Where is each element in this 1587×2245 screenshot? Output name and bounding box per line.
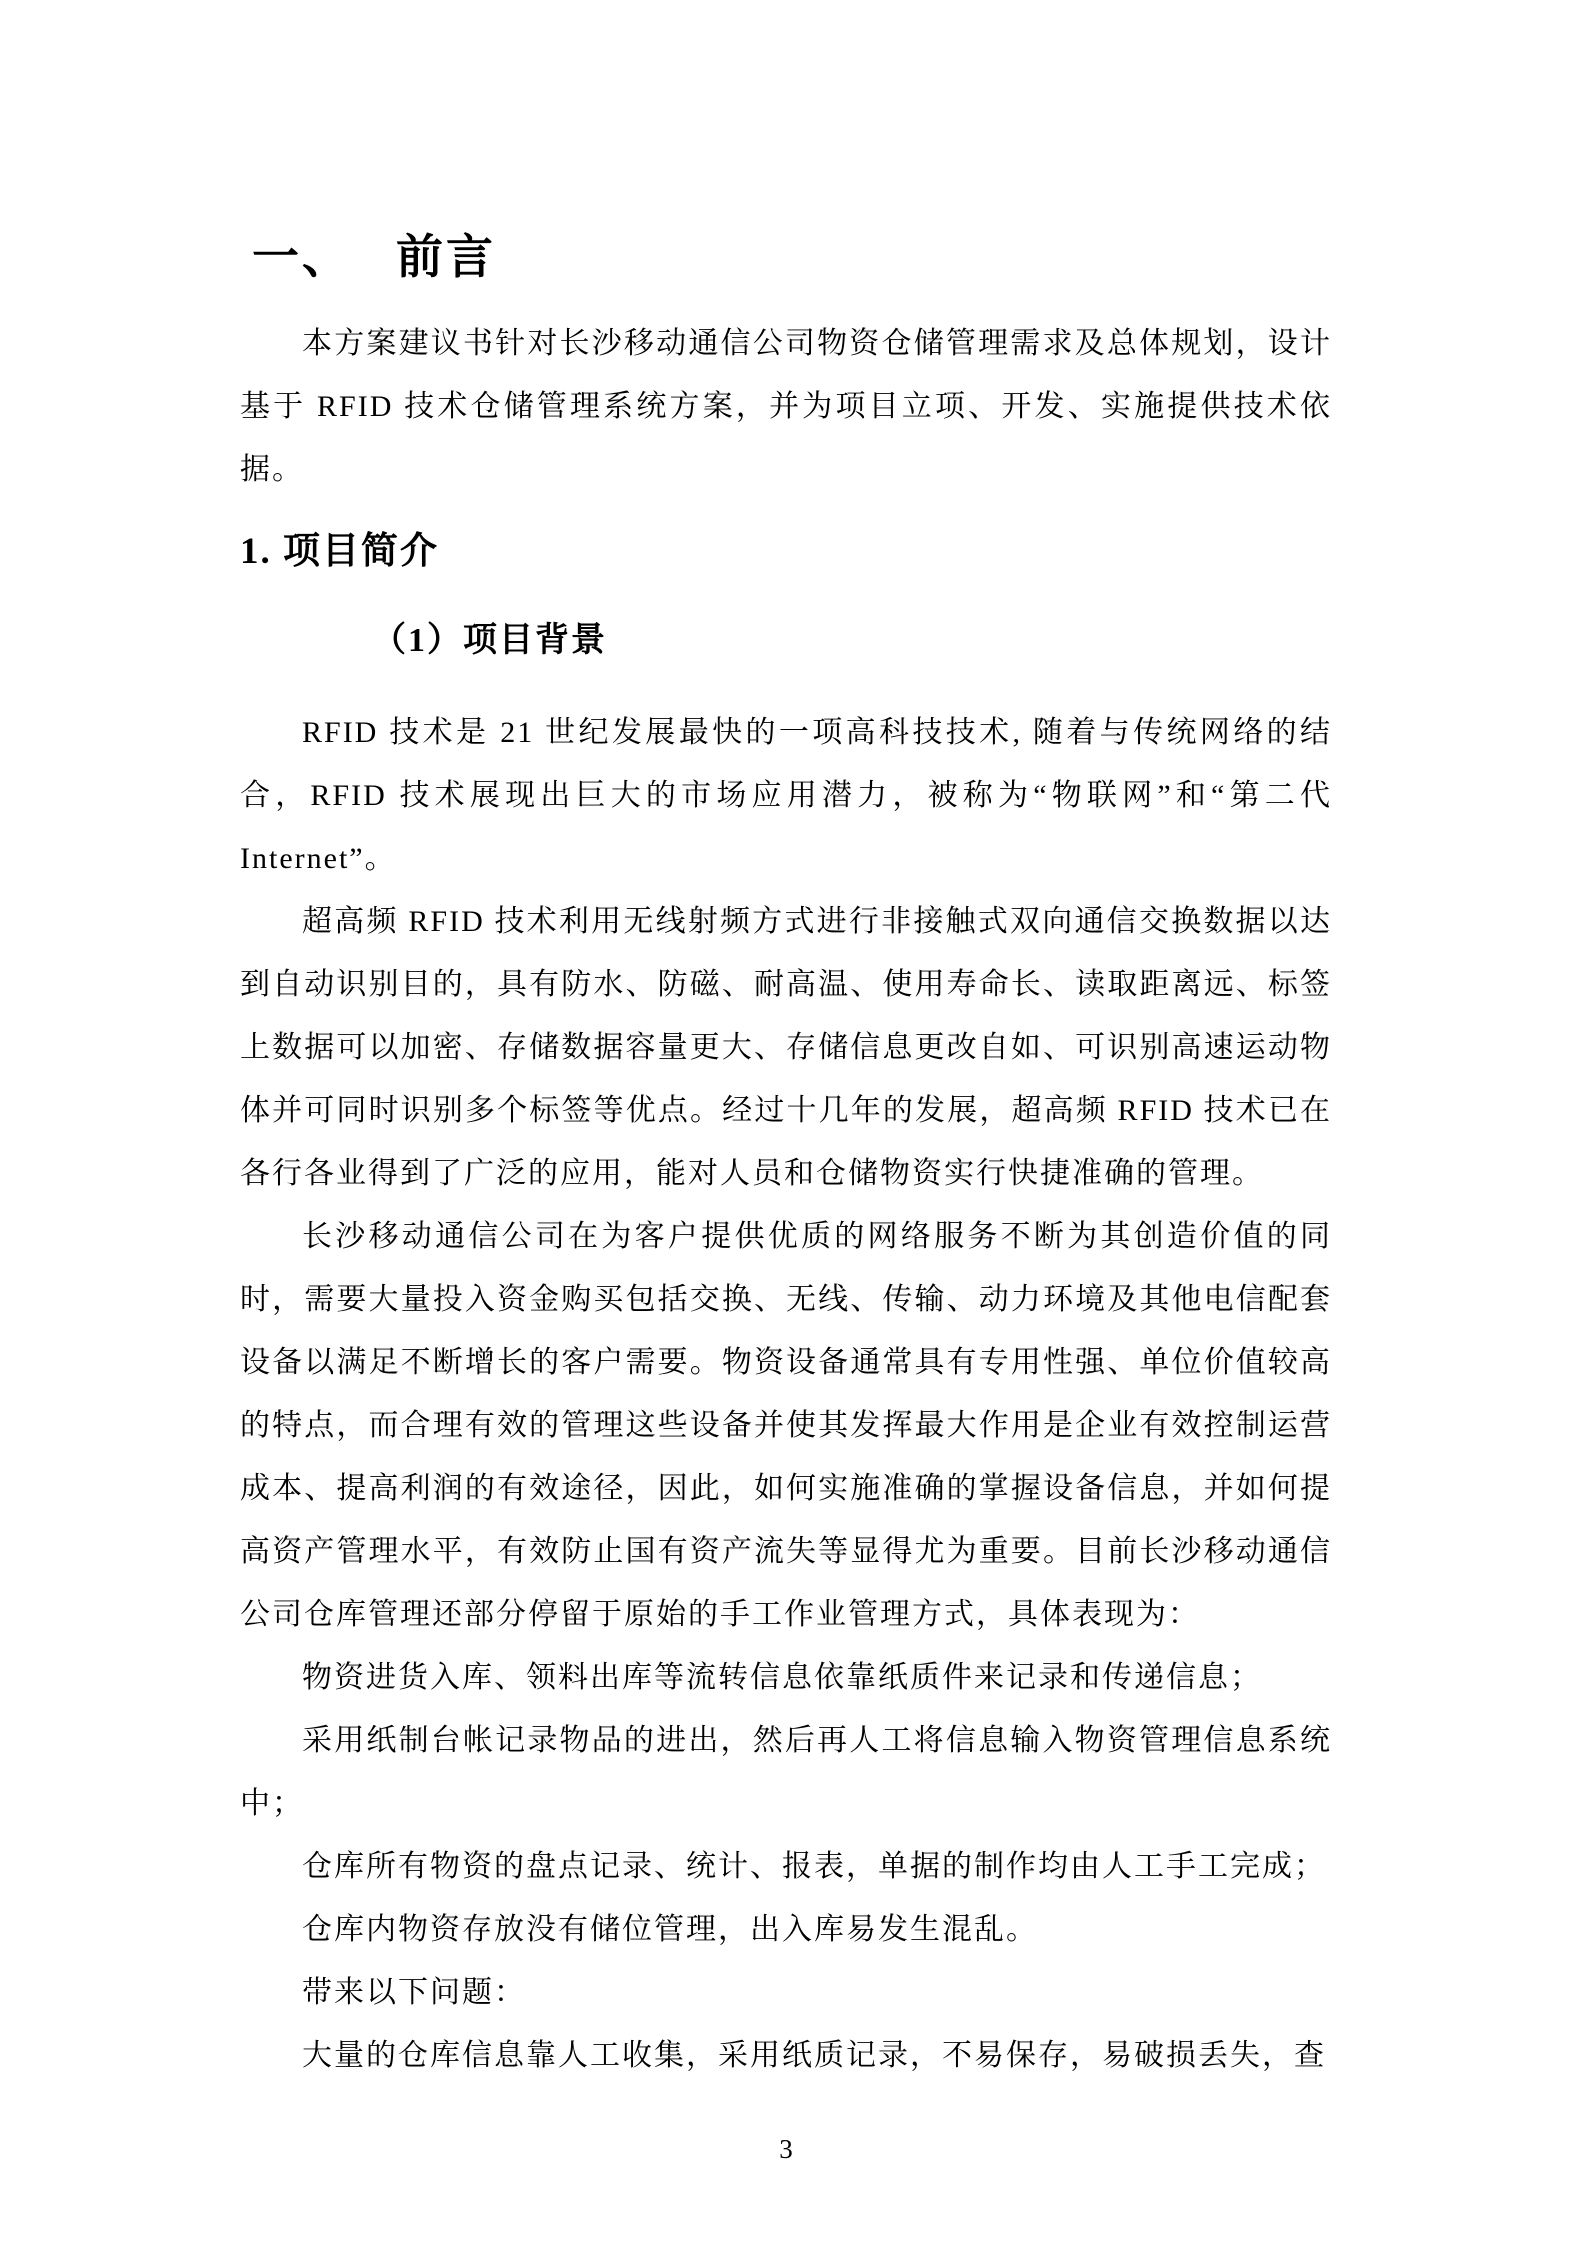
paragraph-changsha-mobile: 长沙移动通信公司在为客户提供优质的网络服务不断为其创造价值的同时，需要大量投入资金购买包括交换、无线、传输、动力环境及其他电信配套设备以满足不断增长的客户需要。物资设备通常具有专用性强、单位价值较高的特点，而合理有效的管理这些设备并使其发挥最大作用是企业有效控制运营成本、提高利润的有效途径，因此，如何实施准确的掌握设备信息，并如何提高资产管理水平，有效防止国有资产流失等显得尤为重要。目前长沙移动通信公司仓库管理还部分停留于原始的手工作业管理方式，具体表现为： [240, 1220, 1332, 1631]
heading-preface-title: 前言 [396, 232, 496, 284]
page-number: 3 [779, 2134, 793, 2164]
paragraph-rfid-trend: RFID 技术是 21 世纪发展最快的一项高科技技术, 随着与传统网络的结合，RFID 技术展现出巨大的市场应用潜力，被称为“物联网”和“第二代 Internet”。 [240, 716, 1332, 875]
paragraph-paper-records-issue: 大量的仓库信息靠人工收集，采用纸质记录，不易保存，易破损丢失，查 [302, 2039, 1326, 2072]
heading-preface [252, 228, 1332, 288]
heading-preface-number: 一、 [252, 232, 352, 284]
paragraph-paper-ledger: 采用纸制台帐记录物品的进出，然后再人工将信息输入物资管理信息系统中； [240, 1724, 1332, 1820]
heading-project-background: （1）项目背景 [372, 622, 607, 659]
paragraph-intro: 本方案建议书针对长沙移动通信公司物资仓储管理需求及总体规划，设计基于 RFID 技术仓储管理系统方案，并为项目立项、开发、实施提供技术依据。 [240, 327, 1332, 486]
document-content [240, 228, 1332, 2169]
paragraph-manual-reports: 仓库所有物资的盘点记录、统计、报表，单据的制作均由人工手工完成； [302, 1850, 1326, 1883]
paragraph-uhf-rfid: 超高频 RFID 技术利用无线射频方式进行非接触式双向通信交换数据以达到自动识别目的，具有防水、防磁、耐高温、使用寿命长、读取距离远、标签上数据可以加密、存储数据容量更大、存储信息更改自如、可识别高速运动物体并可同时识别多个标签等优点。经过十几年的发展，超高频 RFID 技术已在各行各业得到了广泛的应用，能对人员和仓储物资实行快捷准确的管理。 [240, 905, 1332, 1190]
paragraph-no-slot-management: 仓库内物资存放没有储位管理，出入库易发生混乱。 [302, 1913, 1038, 1946]
paragraph-problems-lead-in: 带来以下问题： [302, 1976, 526, 2009]
heading-project-overview: 1. 项目简介 [240, 531, 439, 572]
paragraph-manual-flow: 物资进货入库、领料出库等流转信息依靠纸质件来记录和传递信息； [302, 1661, 1262, 1694]
